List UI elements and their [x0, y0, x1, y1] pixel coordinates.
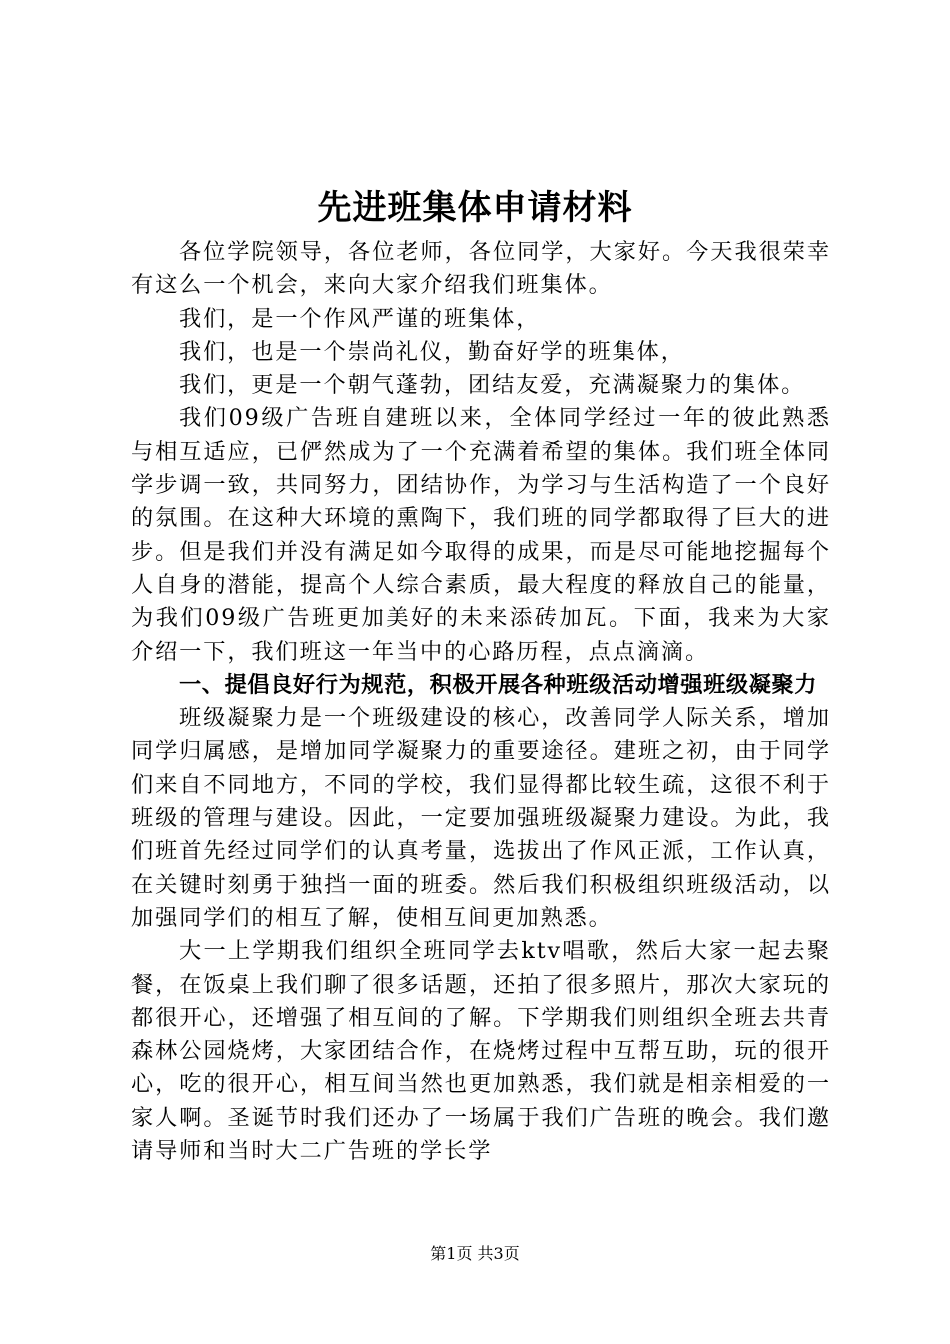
- paragraph: 我们，是一个作风严谨的班集体，: [179, 305, 541, 332]
- section-heading: 一、提倡良好行为规范，积极开展各种班级活动增强班级凝聚力: [179, 671, 818, 698]
- document-title: 先进班集体申请材料: [317, 188, 633, 228]
- paragraph: 班级凝聚力是一个班级建设的核心，改善同学人际关系，增加同学归属感，是增加同学凝聚力的重要途径。建班之初，由于同学们来自不同地方，不同的学校，我们显得都比较生疏，这很不利于班级的管理与建设。因此，一定要加强班级凝聚力建设。为此，我们班首先经过同学们的认真考量，选拔出了作风正派，工作认真，在关键时刻勇于独挡一面的班委。然后我们积极组织班级活动，以加强同学们的相互了解，使相互间更加熟悉。: [131, 705, 831, 931]
- paragraph: 大一上学期我们组织全班同学去ktv唱歌，然后大家一起去聚餐，在饭桌上我们聊了很多话题，还拍了很多照片，那次大家玩的都很开心，还增强了相互间的了解。下学期我们则组织全班去共青森林公园烧烤，大家团结合作，在烧烤过程中互帮互助，玩的很开心，吃的很开心，相互间当然也更加熟悉，我们就是相亲相爱的一家人啊。圣诞节时我们还办了一场属于我们广告班的晚会。我们邀请导师和当时大二广告班的学长学: [131, 938, 831, 1165]
- document-body: [131, 236, 831, 1168]
- paragraph: 我们，更是一个朝气蓬勃，团结友爱，充满凝聚力的集体。: [179, 372, 806, 399]
- paragraph: 我们，也是一个崇尚礼仪，勤奋好学的班集体，: [179, 338, 685, 365]
- paragraph: 我们09级广告班自建班以来，全体同学经过一年的彼此熟悉与相互适应，已俨然成为了一个充满着希望的集体。我们班全体同学步调一致，共同努力，团结协作，为学习与生活构造了一个良好的氛围。在这种大环境的熏陶下，我们班的同学都取得了巨大的进步。但是我们并没有满足如今取得的成果，而是尽可能地挖掘每个人自身的潜能，提高个人综合素质，最大程度的释放自己的能量，为我们09级广告班更加美好的未来添砖加瓦。下面，我来为大家介绍一下，我们班这一年当中的心路历程，点点滴滴。: [131, 405, 831, 665]
- page-footer: 第1页 共3页: [430, 1244, 520, 1263]
- paragraph: 各位学院领导，各位老师，各位同学，大家好。今天我很荣幸有这么一个机会，来向大家介绍我们班集体。: [131, 239, 831, 299]
